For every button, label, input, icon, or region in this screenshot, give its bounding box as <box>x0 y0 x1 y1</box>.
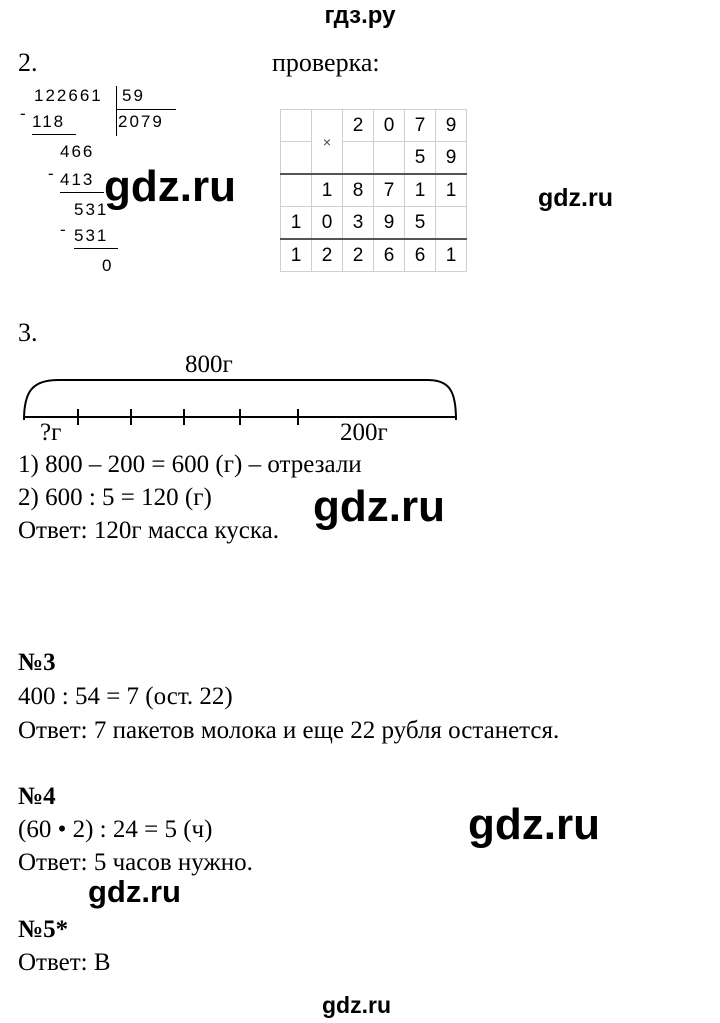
table-cell: 0 <box>312 207 343 240</box>
division-horizontal-bar <box>116 109 176 110</box>
table-cell: 0 <box>374 110 405 142</box>
division-row: 118 <box>32 112 66 131</box>
section-heading: №5* <box>18 916 69 943</box>
quotient: 2079 <box>118 112 164 131</box>
check-table <box>280 109 467 272</box>
table-cell: 5 <box>405 207 436 240</box>
table-cell: 1 <box>405 174 436 207</box>
answer-line: Ответ: 120г масса куска. <box>18 517 279 544</box>
table-cell: 1 <box>436 174 467 207</box>
table-cell: 9 <box>436 110 467 142</box>
section-heading: №3 <box>18 649 56 676</box>
division-row: 0 <box>102 256 114 275</box>
table-cell: 7 <box>405 110 436 142</box>
divisor: 59 <box>122 86 145 105</box>
answer-line: Ответ: 5 часов нужно. <box>18 849 253 876</box>
division-vertical-bar <box>116 86 117 136</box>
times-sign: × <box>312 110 343 175</box>
table-cell: 2 <box>312 239 343 272</box>
task-number: 2. <box>18 48 38 77</box>
table-cell: 1 <box>281 207 312 240</box>
answer-line: Ответ: 7 пакетов молока и еще 22 рубля останется. <box>18 717 560 744</box>
table-cell <box>343 142 374 175</box>
watermark: gdz.ru <box>468 800 600 849</box>
site-title: гдз.ру <box>324 2 396 29</box>
solution-line: 1) 800 – 200 = 600 (г) – отрезали <box>18 451 362 478</box>
table-cell: 8 <box>343 174 374 207</box>
brace-label: 800г <box>185 351 233 378</box>
table-row <box>281 174 467 207</box>
table-row <box>281 110 467 142</box>
segment-diagram <box>18 372 463 432</box>
table-cell <box>281 142 312 175</box>
table-row <box>281 207 467 240</box>
table-cell: 1 <box>281 239 312 272</box>
dividend: 122661 <box>34 86 103 105</box>
watermark: gdz.ru <box>88 874 181 909</box>
table-cell: 2 <box>343 110 374 142</box>
table-cell: 6 <box>405 239 436 272</box>
minus-sign: - <box>20 104 28 123</box>
table-cell <box>436 207 467 240</box>
table-cell: 9 <box>436 142 467 175</box>
underline <box>32 134 76 135</box>
check-label: проверка: <box>272 48 380 77</box>
underline <box>60 192 104 193</box>
solution-line: 400 : 54 = 7 (ост. 22) <box>18 683 233 710</box>
task-number: 3. <box>18 318 38 347</box>
section-heading: №4 <box>18 783 56 810</box>
right-label: 200г <box>340 419 388 446</box>
answer-line: Ответ: В <box>18 949 111 976</box>
underline <box>74 248 118 249</box>
table-row <box>281 142 467 175</box>
table-cell: 9 <box>374 207 405 240</box>
division-row: 413 <box>60 170 95 189</box>
table-cell: 7 <box>374 174 405 207</box>
table-row <box>281 239 467 272</box>
watermark: gdz.ru <box>313 482 445 531</box>
table-cell <box>374 142 405 175</box>
table-cell <box>281 110 312 142</box>
table-cell: 1 <box>436 239 467 272</box>
division-row: 466 <box>60 142 95 161</box>
watermark: gdz.ru <box>322 992 391 1018</box>
table-cell: 3 <box>343 207 374 240</box>
watermark: gdz.ru <box>538 184 613 212</box>
minus-sign: - <box>60 220 68 239</box>
table-cell: 2 <box>343 239 374 272</box>
left-label: ?г <box>40 419 62 446</box>
table-cell: 5 <box>405 142 436 175</box>
watermark: gdz.ru <box>104 162 236 211</box>
division-row: 531 <box>74 200 109 219</box>
table-cell <box>281 174 312 207</box>
table-cell: 6 <box>374 239 405 272</box>
table-cell: 1 <box>312 174 343 207</box>
minus-sign: - <box>48 164 56 183</box>
solution-line: 2) 600 : 5 = 120 (г) <box>18 484 212 511</box>
division-row: 531 <box>74 226 109 245</box>
solution-line: (60 • 2) : 24 = 5 (ч) <box>18 816 213 843</box>
